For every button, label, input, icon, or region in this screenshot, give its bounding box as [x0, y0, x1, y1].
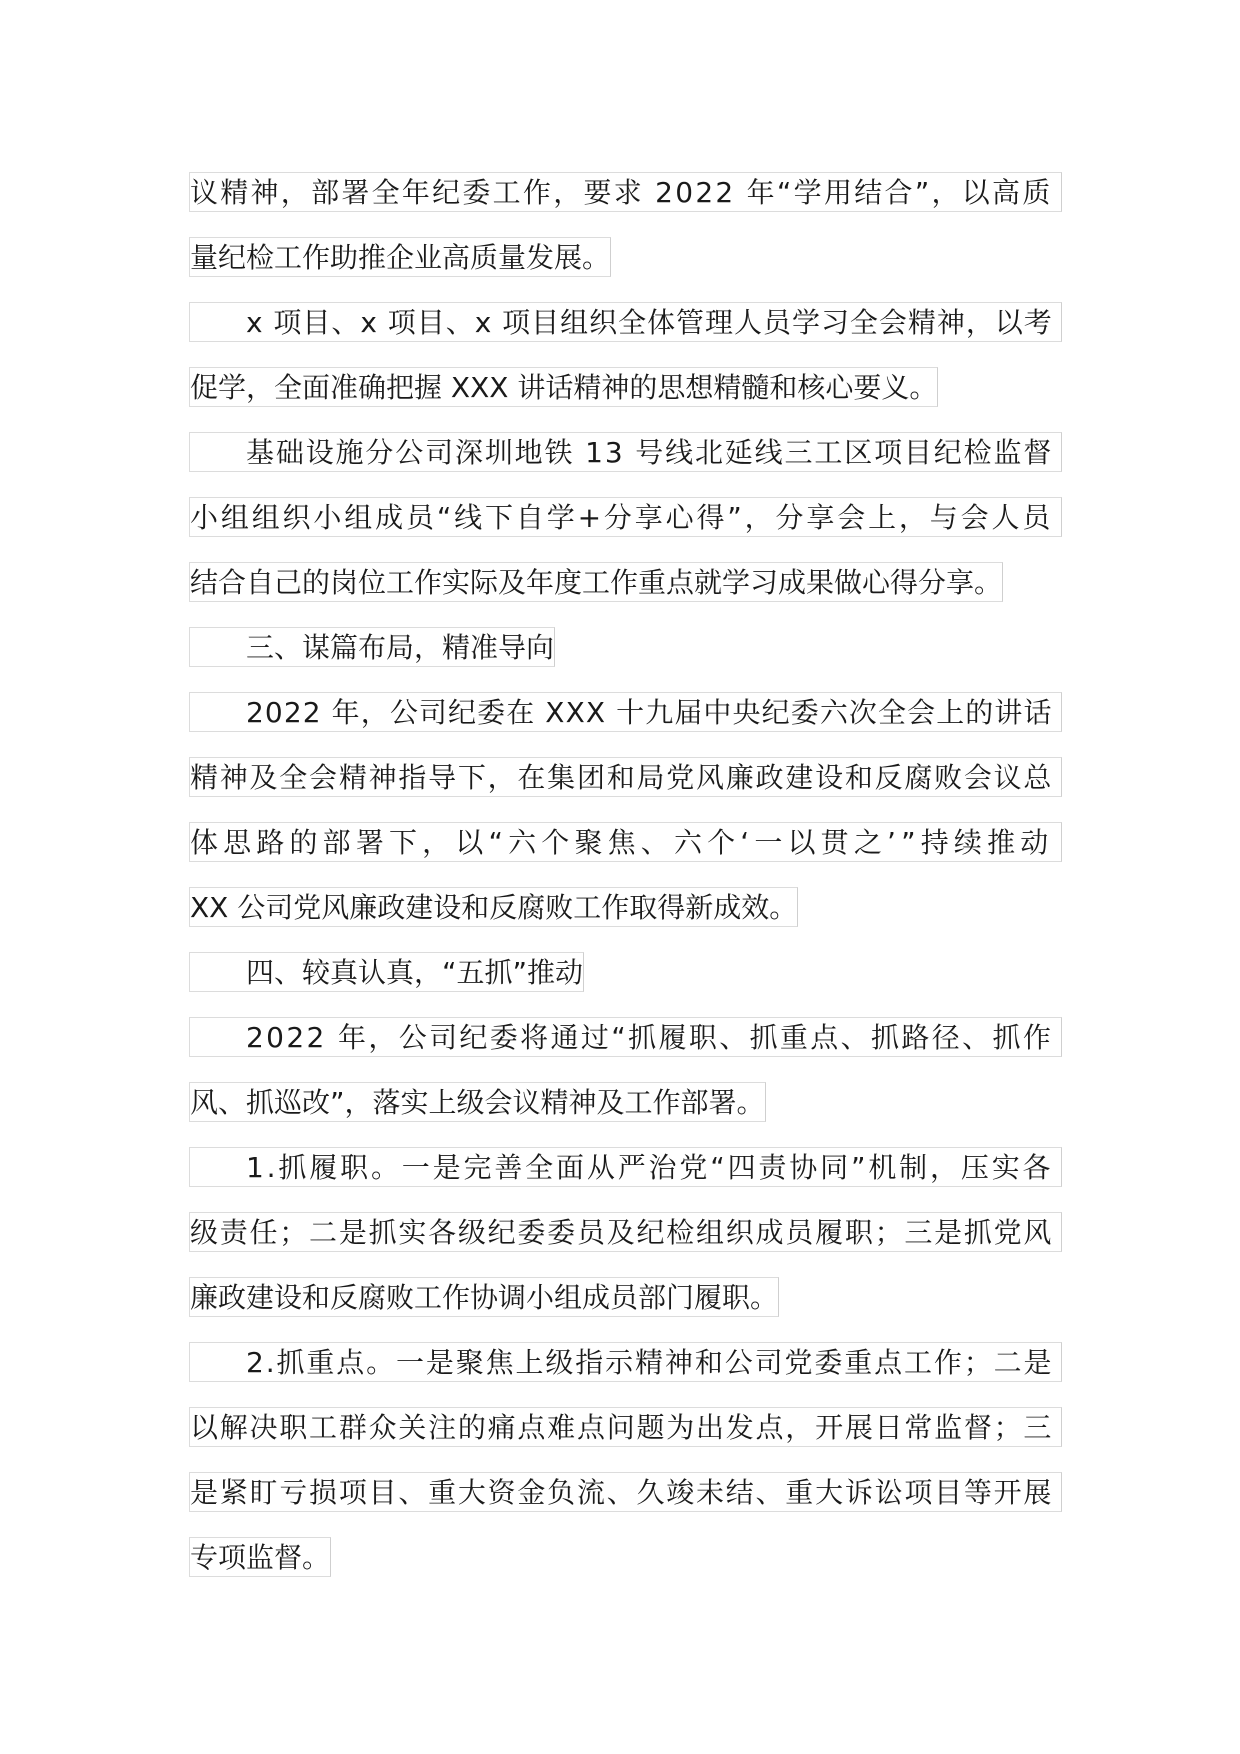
paragraph-line	[189, 1082, 1062, 1122]
paragraph-line	[189, 1017, 1062, 1057]
text-line: 以解决职工群众关注的痛点难点问题为出发点，开展日常监督；三	[189, 1407, 1062, 1447]
paragraph-line	[189, 1342, 1062, 1382]
paragraph-line	[189, 497, 1062, 537]
text-line: 风、抓巡改”，落实上级会议精神及工作部署。	[189, 1082, 766, 1122]
text-line: 小组组织小组成员“线下自学+分享心得”，分享会上，与会人员	[189, 497, 1062, 537]
paragraph-line	[189, 1277, 1062, 1317]
document-body	[189, 172, 1062, 1602]
paragraph-line	[189, 562, 1062, 602]
paragraph-line	[189, 822, 1062, 862]
paragraph-line	[189, 302, 1062, 342]
section-heading	[189, 627, 1062, 667]
text-line: x 项目、x 项目、x 项目组织全体管理人员学习全会精神，以考	[189, 302, 1062, 342]
text-line: 2022 年，公司纪委在 XXX 十九届中央纪委六次全会上的讲话	[189, 692, 1062, 732]
text-line: 议精神，部署全年纪委工作，要求 2022 年“学用结合”，以高质	[189, 172, 1062, 212]
text-line: 2.抓重点。一是聚焦上级指示精神和公司党委重点工作；二是	[189, 1342, 1062, 1382]
paragraph-line	[189, 237, 1062, 277]
text-line: 量纪检工作助推企业高质量发展。	[189, 237, 611, 277]
text-line: 是紧盯亏损项目、重大资金负流、久竣未结、重大诉讼项目等开展	[189, 1472, 1062, 1512]
text-line: 2022 年，公司纪委将通过“抓履职、抓重点、抓路径、抓作	[189, 1017, 1062, 1057]
paragraph-line	[189, 432, 1062, 472]
text-line: 级责任；二是抓实各级纪委委员及纪检组织成员履职；三是抓党风	[189, 1212, 1062, 1252]
heading-line: 三、谋篇布局，精准导向	[189, 627, 555, 667]
paragraph-line	[189, 367, 1062, 407]
text-line: 结合自己的岗位工作实际及年度工作重点就学习成果做心得分享。	[189, 562, 1003, 602]
paragraph-line	[189, 1407, 1062, 1447]
paragraph-line	[189, 1537, 1062, 1577]
section-heading	[189, 952, 1062, 992]
text-line: 体思路的部署下，以“六个聚焦、六个‘一以贯之’”持续推动	[189, 822, 1062, 862]
text-line: 廉政建设和反腐败工作协调小组成员部门履职。	[189, 1277, 779, 1317]
text-line: XX 公司党风廉政建设和反腐败工作取得新成效。	[189, 887, 798, 927]
paragraph-line	[189, 757, 1062, 797]
text-line: 专项监督。	[189, 1537, 331, 1577]
paragraph-line	[189, 1212, 1062, 1252]
heading-line: 四、较真认真，“五抓”推动	[189, 952, 584, 992]
paragraph-line	[189, 172, 1062, 212]
text-line: 基础设施分公司深圳地铁 13 号线北延线三工区项目纪检监督	[189, 432, 1062, 472]
text-line: 精神及全会精神指导下，在集团和局党风廉政建设和反腐败会议总	[189, 757, 1062, 797]
text-line: 促学，全面准确把握 XXX 讲话精神的思想精髓和核心要义。	[189, 367, 938, 407]
text-line: 1.抓履职。一是完善全面从严治党“四责协同”机制，压实各	[189, 1147, 1062, 1187]
paragraph-line	[189, 1472, 1062, 1512]
paragraph-line	[189, 692, 1062, 732]
paragraph-line	[189, 887, 1062, 927]
paragraph-line	[189, 1147, 1062, 1187]
